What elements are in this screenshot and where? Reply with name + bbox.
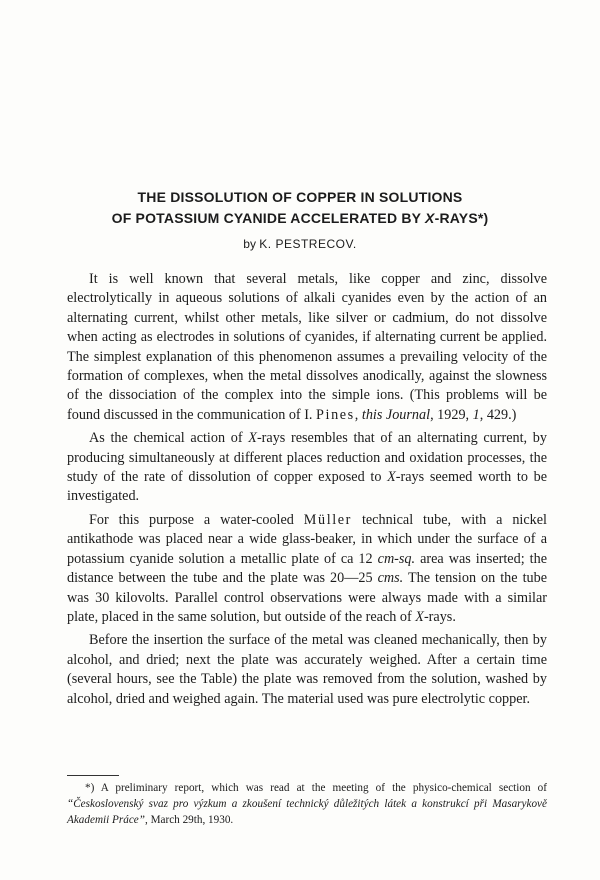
p3-x: X: [415, 608, 424, 625]
p3-text-c: area was inserted; the distance between the tube and the plate was 20—25: [67, 550, 547, 587]
p3-muller: Müller: [303, 511, 353, 528]
p2-text-b: -rays resembles that of an alternating current, by producing simultaneously at different places reduction and oxidation processes, the study of the rate of dissolution of copper exposed to: [67, 430, 547, 486]
p3-cms: cms.: [377, 570, 404, 587]
p1-text-d: , 429.): [479, 406, 517, 423]
footnote-text-b: , March 29th, 1930.: [144, 814, 234, 826]
p2-x: X: [248, 430, 257, 447]
footnote-text: [67, 780, 547, 828]
p1-text-a: It is well known that several metals, like copper and zinc, dissolve electrolytically in aqueous solutions of alkali cyanides even by the action of an alternating current, whilst other metals, like silver or cadmium, do not dissolve when acting as electrodes in solutions of cyanides, if alternating current be applied. The simplest explanation of this phenomenon assumes a prevailing velocity of the formation of complexes, when the metal dissolves anodically, against the slowness of the dissociation of the complex into the simple ions. (This problems will be found discussed in the communication of I.: [67, 271, 547, 423]
footnote: [67, 780, 547, 828]
paragraph-1: [67, 270, 547, 425]
p3-text-d: The tension on the tube was 30 kilovolts. Parallel control observations were always made with a similar plate, placed in the same solution, but outside of the reach of: [67, 570, 548, 625]
footnote-divider: [67, 775, 119, 776]
p3-text-a: For this purpose a water-cooled: [89, 511, 294, 528]
p1-journal: this Journal: [361, 406, 431, 423]
article-title: [40, 187, 560, 229]
title-line-2: [40, 208, 560, 229]
p1-text-b: ,: [354, 406, 362, 423]
p2-text-c: -rays seemed worth to be investigated.: [67, 469, 547, 505]
paragraph-2: [67, 429, 547, 507]
p2-text-a: As the chemical action of: [89, 430, 249, 447]
article-body: [67, 270, 547, 713]
author-line: [40, 237, 560, 251]
p1-author-pines: Pines: [316, 406, 355, 423]
paragraph-3: [67, 511, 547, 627]
p2-x2: X: [387, 469, 396, 486]
title-line-2-prefix: OF POTASSIUM CYANIDE ACCELERATED BY: [111, 210, 426, 226]
p3-text-b: technical tube, with a nickel antikathode was placed near a wide glass-beaker, in which under the surface of a potassium cyanide solution a metallic plate of ca 12: [67, 511, 547, 567]
title-x-letter: X: [425, 210, 435, 226]
p3-unit: cm-sq.: [377, 550, 416, 567]
footnote-society-name: “Československý svaz pro výzkum a zkoušení technický důležitých látek a konstrukcí při Masarykově Akademii Práce”: [67, 798, 547, 826]
footnote-text-a: *) A preliminary report, which was read at the meeting of the physico-chemical section of: [85, 782, 547, 794]
paragraph-4: Before the insertion the surface of the metal was cleaned mechanically, then by alcohol, and dried; next the plate was accurately weighed. After a certain time (several hours, see the Table) the plate was removed from the solution, washed by alcohol, dried and weighed again. The material used was pure electrolytic copper.: [67, 632, 547, 707]
author-name: K. PESTRECOV.: [259, 237, 357, 251]
title-line-1: THE DISSOLUTION OF COPPER IN SOLUTIONS: [137, 189, 463, 205]
p1-volume: 1: [472, 406, 480, 423]
p1-text-c: , 1929,: [430, 406, 473, 423]
author-by: by: [243, 237, 256, 251]
p3-text-e: -rays.: [423, 608, 456, 625]
title-line-2-suffix: -RAYS*): [434, 210, 489, 226]
